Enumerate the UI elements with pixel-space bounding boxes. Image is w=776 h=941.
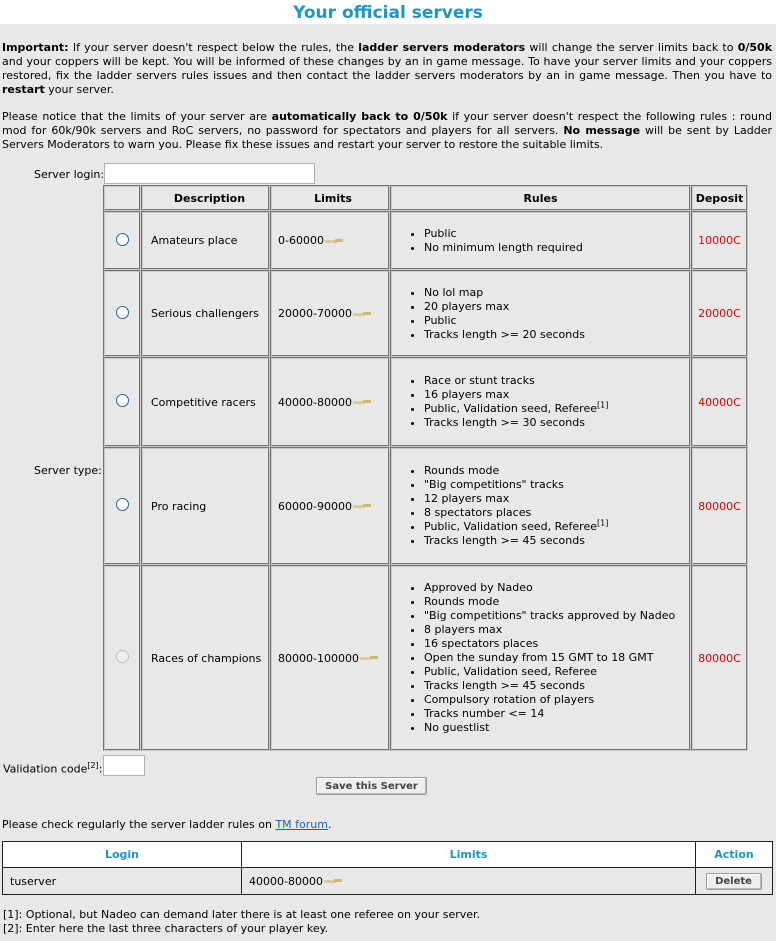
- validation-label-text: Validation code: [3, 762, 88, 776]
- server-type-radio[interactable]: [116, 498, 129, 511]
- forum-notice-text: Please check regularly the server ladder rules on: [2, 818, 276, 831]
- server-type-rules: [390, 357, 691, 447]
- rule-item: • Public: [424, 314, 689, 328]
- coppers-icon: [353, 312, 371, 317]
- notice-bold: automatically back to 0/50k: [271, 110, 448, 123]
- server-type-limits: [270, 565, 390, 751]
- rule-item: • Approved by Nadeo: [424, 581, 689, 595]
- notice-bold: restart: [2, 83, 45, 96]
- server-login-label: Server login:: [34, 168, 105, 181]
- limits-value: 80000-100000: [278, 651, 359, 665]
- rule-item: • Compulsory rotation of players: [424, 693, 689, 707]
- notice-text: will be sent by Ladder Servers Moderators to warn you. Please fix these issues and restart your server to restore the suitable limits.: [2, 124, 772, 151]
- server-type-limits: [270, 211, 390, 270]
- server-type-row[interactable]: [103, 270, 748, 357]
- server-type-rules: [390, 447, 691, 565]
- rules-list: [392, 464, 689, 548]
- rule-item: • "Big competitions" tracks approved by Nadeo: [424, 609, 689, 623]
- notice-bold: No message: [563, 124, 641, 137]
- header-limits: Limits: [270, 185, 390, 211]
- footnote-2: [2]: Enter here the last three characters of your player key.: [3, 922, 329, 935]
- server-type-label: Server type:: [34, 464, 102, 477]
- notice-bold: ladder servers moderators: [358, 41, 526, 54]
- table-header-row: [103, 185, 748, 211]
- rule-item: • 8 players max: [424, 623, 689, 637]
- page-title: Your official servers: [0, 0, 776, 24]
- server-type-deposit: 40000C: [691, 357, 748, 447]
- rule-item: • Race or stunt tracks: [424, 374, 689, 388]
- rule-item: • No lol map: [424, 286, 689, 300]
- server-type-radio-cell: [103, 565, 141, 751]
- server-type-radio[interactable]: [116, 394, 129, 407]
- coppers-icon: [353, 400, 371, 405]
- header-action: Action: [696, 842, 773, 868]
- header-rules: Rules: [390, 185, 691, 211]
- server-type-rules: [390, 270, 691, 357]
- header-limits: Limits: [242, 842, 696, 868]
- notice-bold: 0/50k: [737, 41, 773, 54]
- server-type-limits: [270, 270, 390, 357]
- server-type-rules: [390, 565, 691, 751]
- rule-item: • Public: [424, 227, 689, 241]
- server-type-radio[interactable]: [116, 233, 129, 246]
- server-type-description: Competitive racers: [141, 357, 270, 447]
- save-server-button[interactable]: Save this Server: [316, 777, 427, 795]
- header-login: Login: [3, 842, 242, 868]
- server-type-description: Amateurs place: [141, 211, 270, 270]
- server-type-radio-cell: [103, 211, 141, 270]
- notice-text: Please notice that the limits of your server are: [2, 110, 272, 123]
- server-limits-cell: [242, 868, 696, 895]
- server-type-limits: [270, 357, 390, 447]
- server-type-description: Pro racing: [141, 447, 270, 565]
- server-type-deposit: 10000C: [691, 211, 748, 270]
- rule-item: • Rounds mode: [424, 464, 689, 478]
- limits-notice: [2, 110, 772, 152]
- rules-list: [392, 286, 689, 342]
- forum-notice: [2, 818, 331, 831]
- server-type-radio: [116, 650, 129, 663]
- rule-item: • Tracks length >= 45 seconds: [424, 679, 689, 693]
- rule-item: • No minimum length required: [424, 241, 689, 255]
- limits-value: 0-60000: [278, 234, 324, 247]
- rule-item: • No guestlist: [424, 721, 689, 735]
- server-action-cell: [696, 868, 773, 895]
- rule-item: • Public, Validation seed, Referee: [424, 665, 689, 679]
- rule-item: • "Big competitions" tracks: [424, 478, 689, 492]
- header-select: [103, 185, 141, 211]
- server-type-table: [103, 185, 748, 751]
- notice-text: if your server doesn't respect the following rules : round mod for 60k/90k servers and RoC servers, no password for spectators and players for all servers.: [2, 110, 772, 137]
- limits-value: 40000-80000: [249, 874, 323, 888]
- footnote-ref: [1]: [596, 400, 609, 410]
- server-type-row[interactable]: [103, 357, 748, 447]
- server-type-radio[interactable]: [116, 306, 129, 319]
- forum-notice-suffix: .: [327, 818, 332, 831]
- validation-code-label: [3, 761, 102, 776]
- rule-item: • Tracks length >= 20 seconds: [424, 328, 689, 342]
- validation-code-input[interactable]: [103, 755, 145, 776]
- notice-text: will change the server limits back to: [525, 41, 738, 54]
- rule-item: • 16 spectators places: [424, 637, 689, 651]
- coppers-icon: [353, 504, 371, 509]
- footnote-ref: [2]: [87, 761, 99, 770]
- rule-item: • Public, Validation seed, Referee[1]: [424, 402, 689, 416]
- server-type-row[interactable]: [103, 447, 748, 565]
- rule-item: • Public, Validation seed, Referee[1]: [424, 520, 689, 534]
- server-type-description: Races of champions: [141, 565, 270, 751]
- limits-value: 40000-80000: [278, 395, 352, 409]
- server-login-input[interactable]: [104, 163, 315, 184]
- rule-item: • 20 players max: [424, 300, 689, 314]
- rule-item: • Tracks length >= 30 seconds: [424, 416, 689, 430]
- notice-text: If your server doesn't respect below the rules, the: [68, 41, 359, 54]
- tm-forum-link[interactable]: TM forum: [275, 818, 328, 831]
- rule-item: • 8 spectators places: [424, 506, 689, 520]
- server-type-row[interactable]: [103, 565, 748, 751]
- server-type-radio-cell: [103, 447, 141, 565]
- rule-item: • Tracks length >= 45 seconds: [424, 534, 689, 548]
- rule-item: • Open the sunday from 15 GMT to 18 GMT: [424, 651, 689, 665]
- table-row: [3, 868, 773, 895]
- important-label: Important:: [2, 41, 69, 54]
- rule-item: • 16 players max: [424, 388, 689, 402]
- delete-button[interactable]: Delete: [706, 873, 762, 890]
- rule-item: • Tracks number <= 14: [424, 707, 689, 721]
- server-type-description: Serious challengers: [141, 270, 270, 357]
- rules-list: [392, 227, 689, 255]
- server-type-limits: [270, 447, 390, 565]
- server-type-row[interactable]: [103, 211, 748, 270]
- footnote-1: [1]: Optional, but Nadeo can demand later there is at least one referee on your server.: [3, 908, 481, 921]
- server-type-radio-cell: [103, 357, 141, 447]
- rules-list: [392, 581, 689, 735]
- limits-value: 60000-90000: [278, 499, 352, 513]
- server-type-deposit: 20000C: [691, 270, 748, 357]
- server-list-table: [2, 841, 773, 895]
- notice-text: your server.: [44, 83, 114, 96]
- coppers-icon: [360, 656, 378, 661]
- limits-value: 20000-70000: [278, 307, 352, 320]
- server-type-radio-cell: [103, 270, 141, 357]
- header-description: Description: [141, 185, 270, 211]
- validation-label-suffix: :: [98, 762, 103, 776]
- server-type-rules: [390, 211, 691, 270]
- rules-list: [392, 374, 689, 430]
- notice-text: and your coppers will be kept. You will be informed of these changes by an in game message. To have your server limits and your coppers restored, fix the ladder servers rules issues and then contact the ladder servers moderators by an in game message. Then you have to: [2, 55, 772, 82]
- coppers-icon: [325, 239, 343, 244]
- header-deposit: Deposit: [691, 185, 748, 211]
- server-login-cell: tuserver: [3, 868, 242, 895]
- rule-item: • Rounds mode: [424, 595, 689, 609]
- server-type-deposit: 80000C: [691, 565, 748, 751]
- server-type-deposit: 80000C: [691, 447, 748, 565]
- table-header-row: [3, 842, 773, 868]
- footnote-ref: [1]: [596, 518, 609, 528]
- important-notice: [2, 41, 772, 97]
- rule-item: • 12 players max: [424, 492, 689, 506]
- coppers-icon: [324, 879, 342, 884]
